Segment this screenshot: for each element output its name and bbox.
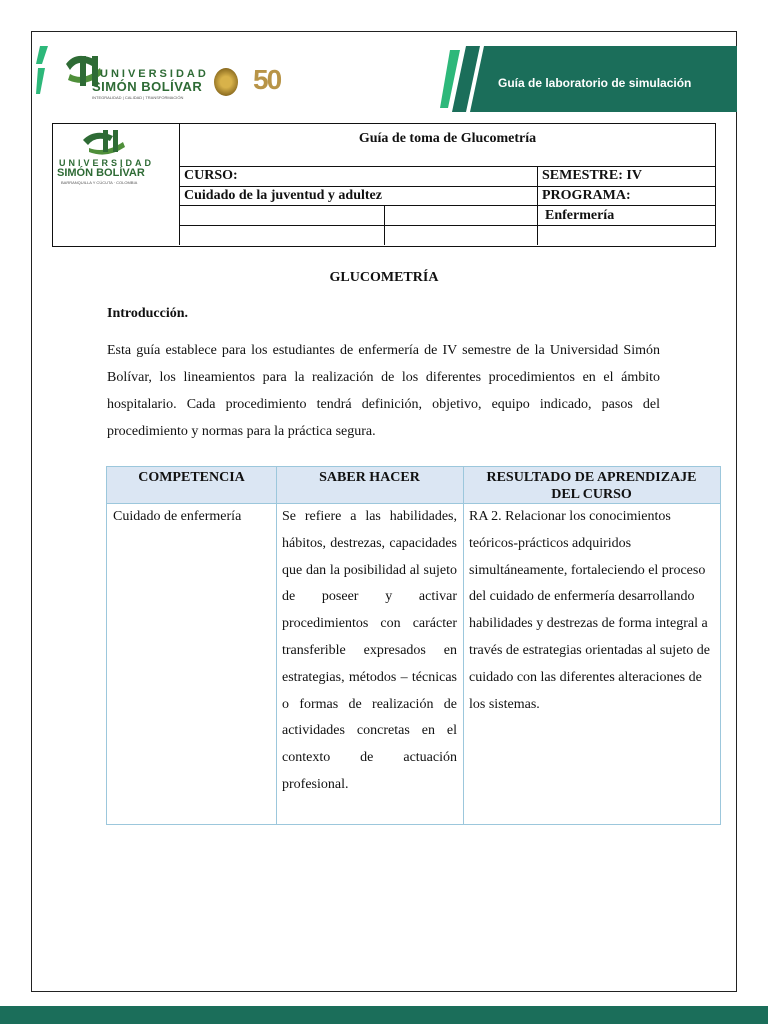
info-logo-tagline: BARRANQUILLA Y CÚCUTA · COLOMBIA — [61, 180, 138, 185]
course-info-table — [52, 123, 716, 247]
table-header-saber-hacer: SABER HACER — [276, 467, 463, 504]
info-logo-cell — [53, 124, 180, 245]
competence-table — [106, 466, 721, 825]
program-value: Enfermería — [545, 208, 615, 223]
table-header-resultado: RESULTADO DE APRENDIZAJE DEL CURSO — [463, 467, 720, 504]
info-logo-line1: UNIVERSIDAD — [59, 158, 155, 168]
section-title: GLUCOMETRÍA — [329, 270, 439, 285]
info-logo-line2: SIMÓN BOLÍVAR — [57, 167, 145, 179]
seal-icon — [214, 68, 238, 96]
intro-paragraph: Esta guía establece para los estudiantes de enfermería de IV semestre de la Universidad Simón Bolívar, los lineamientos para la realización de los diferentes procedimientos en el ámbito hospitalario. Cada procedimiento tendrá definición, objetivo, equipo indicado, pasos del procedimiento y normas para la práctica segura. — [107, 343, 660, 439]
anniversary-logo: 50 — [253, 64, 281, 95]
intro-heading: Introducción. — [107, 306, 189, 321]
cell-competencia: Cuidado de enfermería — [113, 509, 242, 524]
cell-resultado: RA 2. Relacionar los conocimientos teóricos-prácticos adquiridos simultáneamente, fortaleciendo el proceso del cuidado de enfermería desarrollando habilidades y destrezas de forma integral a través de estrategias orientadas al sujeto de cuidado con las diferentes alteraciones de los sistemas. — [469, 509, 711, 712]
program-label: PROGRAMA: — [542, 188, 631, 203]
university-name-line1: UNIVERSIDAD — [100, 68, 209, 80]
course-value: Cuidado de la juventud y adultez — [184, 188, 382, 203]
banner-title: Guía de laboratorio de simulación — [498, 76, 692, 90]
university-name-line2: SIMÓN BOLÍVAR — [92, 79, 203, 94]
table-header-competencia: COMPETENCIA — [107, 467, 276, 504]
footer-bar — [0, 1006, 768, 1024]
cell-saber-hacer: Se refiere a las habilidades, hábitos, destrezas, capacidades que dan la posibilidad al sujeto de poseer y activar procedimientos con carácter transferible expresados en estrategias, métodos – técnicas o formas de realización de actividades concretas en el contexto de actuación profesional. — [282, 509, 457, 792]
course-label: CURSO: — [184, 168, 238, 183]
university-tagline: INTEGRALIDAD | CALIDAD | TRANSFORMACIÓN — [92, 95, 184, 100]
guide-title: Guía de toma de Glucometría — [358, 131, 537, 146]
university-logo-small-icon — [79, 126, 149, 156]
semester-value: SEMESTRE: IV — [542, 168, 642, 183]
